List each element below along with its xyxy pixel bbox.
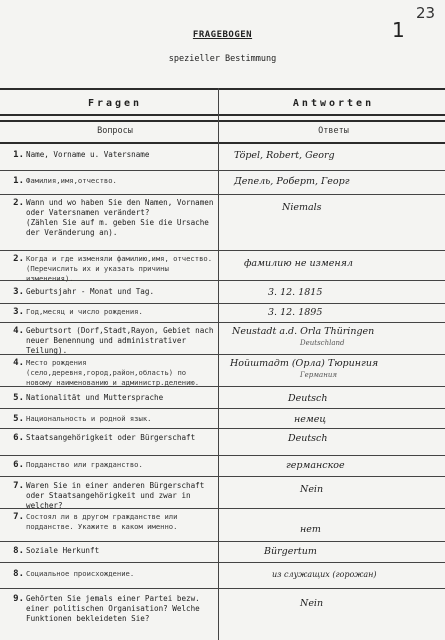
question-text: Nationalität und Muttersprache: [26, 393, 164, 402]
answer-note: Германия: [300, 371, 337, 379]
question-text: Состоял ли в другом гражданстве или подданстве. Укажите в каком именно.: [26, 512, 182, 531]
question-number: 6.: [13, 460, 24, 470]
row-rule: [0, 476, 445, 477]
question-text: Место рождения (село,деревня,город,район,область) по новому наименованию и администр.делению.: [26, 358, 200, 387]
question-number: 5.: [13, 393, 24, 403]
header-bottom-rule: [0, 142, 445, 144]
question-number: 9.: [13, 594, 24, 604]
question-text: Geburtsort (Dorf,Stadt,Rayon, Gebiet nach neuer Benennung und administrativer Teilung).: [26, 326, 219, 355]
answers-column-header-ru: Ответы: [318, 126, 349, 136]
question-number: 7.: [13, 481, 24, 491]
answer-text: фамилию не изменял: [244, 258, 353, 269]
question-number: 7.: [13, 512, 24, 522]
question-text: Когда и где изменяли фамилию,имя, отчество.(Перечислить их и указать причины изменения).: [26, 254, 213, 283]
row-rule: [0, 250, 445, 251]
answer-text: Töpel, Robert, Georg: [234, 150, 335, 161]
row-rule: [0, 303, 445, 304]
answer-text: нет: [300, 524, 321, 535]
answer-text: Niemals: [282, 202, 322, 213]
answer-text: Nein: [300, 484, 324, 495]
answer-text: Deutsch: [288, 433, 328, 444]
question-number: 3.: [13, 307, 24, 317]
question-text: Год,месяц и число рождения.: [26, 307, 143, 316]
question-number: 5.: [13, 414, 24, 424]
answer-text: 3. 12. 1895: [268, 307, 323, 318]
question-number: 2.: [13, 198, 24, 208]
question-text: Wann und wo haben Sie den Namen, Vornamen oder Vatersnamen verändert? (Zählen Sie auf m. geben Sie die Ursache der Veränderung an).: [26, 198, 214, 237]
header-divider-rule: [0, 114, 445, 116]
row-rule: [0, 428, 445, 429]
question-number: 2.: [13, 254, 24, 264]
row-rule: [0, 322, 445, 323]
header-divider-rule-2: [0, 120, 445, 122]
document-subtitle: spezieller Bestimmung: [168, 54, 277, 64]
question-number: 1.: [13, 150, 24, 160]
question-text: Социальное происхождение.: [26, 569, 135, 578]
answer-text: из служащих (горожан): [272, 570, 377, 579]
answer-text: Bürgertum: [264, 546, 317, 557]
row-rule: [0, 562, 445, 563]
row-rule: [0, 170, 445, 171]
question-number: 8.: [13, 569, 24, 579]
question-number: 4.: [13, 358, 24, 368]
row-rule: [0, 541, 445, 542]
question-text: Soziale Herkunft: [26, 546, 100, 555]
questions-column-header-ru: Вопросы: [97, 126, 133, 136]
row-rule: [0, 408, 445, 409]
question-text: Национальность и родной язык.: [26, 414, 152, 423]
row-rule: [0, 194, 445, 195]
question-text: Waren Sie in einer anderen Bürgerschaft oder Staatsangehörigkeit und zwar in welcher?: [26, 481, 209, 510]
answer-text: немец: [294, 414, 327, 425]
question-text: Staatsangehörigkeit oder Bürgerschaft: [26, 433, 196, 442]
answer-text: германское: [286, 460, 345, 471]
question-number: 3.: [13, 287, 24, 297]
question-number: 6.: [13, 433, 24, 443]
question-number: 1.: [13, 176, 24, 186]
question-text: Name, Vorname u. Vatersname: [26, 150, 150, 159]
question-number: 8.: [13, 546, 24, 556]
answer-text: Депель, Роберт, Георг: [234, 176, 350, 187]
row-rule: [0, 455, 445, 456]
row-rule: [0, 588, 445, 589]
questions-column-header: Fragen: [87, 98, 143, 109]
question-number: 4.: [13, 326, 24, 336]
question-text: Geburtsjahr - Monat und Tag.: [26, 287, 155, 296]
question-text: Подданство или гражданство.: [26, 460, 143, 469]
table-top-rule: [0, 88, 445, 90]
answer-text: Нойштадт (Орла) Тюрингия: [230, 358, 379, 369]
answer-text: Nein: [300, 598, 324, 609]
answer-text: Neustadt a.d. Orla Thüringen: [232, 326, 375, 337]
answer-note: Deutschland: [300, 339, 345, 347]
answer-text: 3. 12. 1815: [268, 287, 323, 298]
question-text: Фамилия,имя,отчество.: [26, 176, 117, 185]
question-text: Gehörten Sie jemals einer Partei bezw. einer politischen Organisation? Welche Funktionen bekleideten Sie?: [26, 594, 205, 623]
page-number: 23: [416, 4, 436, 22]
corner-mark: 1: [392, 18, 405, 42]
answers-column-header: Antworten: [292, 98, 375, 109]
answer-text: Deutsch: [288, 393, 328, 404]
document-title: FRAGEBOGEN: [192, 30, 253, 40]
